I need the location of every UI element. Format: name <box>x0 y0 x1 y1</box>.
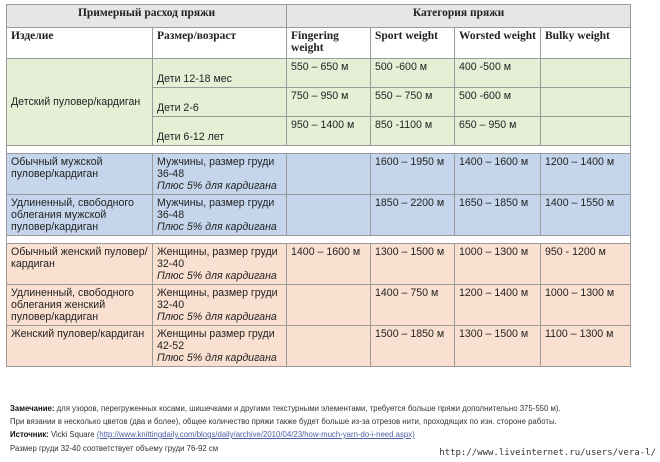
col-header-size: Размер/возраст <box>153 28 287 59</box>
bulky-cell: 1200 – 1400 м <box>541 154 631 195</box>
table-row <box>7 154 631 195</box>
fingering-cell: 750 – 950 м <box>287 88 371 117</box>
col-header-sport: Sport weight <box>371 28 455 59</box>
item-cell: Обычный женский пуловер/кардиган <box>7 244 153 285</box>
bulky-cell: 950 - 1200 м <box>541 244 631 285</box>
fingering-cell <box>287 326 371 367</box>
bulky-cell: 1000 – 1300 м <box>541 285 631 326</box>
worsted-cell: 500 -600 м <box>455 88 541 117</box>
remark-line-2: При вязании в несколько цветов (два и более), общее количество пряжи также будет больше из-за отрезов нити, проходящих по изн. стороне работы. <box>10 417 557 426</box>
item-cell: Удлиненный, свободного облегания женский пуловер/кардиган <box>7 285 153 326</box>
cardigan-note: Плюс 5% для кардигана <box>157 180 277 192</box>
size-note: Размер груди 32-40 соответствует объему груди 76-92 см <box>10 444 219 453</box>
bulky-cell <box>541 88 631 117</box>
fingering-cell: 550 – 650 м <box>287 59 371 88</box>
size-text: Мужчины, размер груди 36-48 <box>157 156 275 180</box>
worsted-cell: 1300 – 1500 м <box>455 326 541 367</box>
size-text: Женщины, размер груди 32-40 <box>157 287 278 311</box>
fingering-cell <box>287 154 371 195</box>
size-cell <box>153 285 287 326</box>
size-cell <box>153 154 287 195</box>
sport-cell: 850 -1100 м <box>371 117 455 146</box>
group-separator <box>7 146 631 154</box>
cardigan-note: Плюс 5% для кардигана <box>157 352 277 364</box>
table-row <box>7 326 631 367</box>
source-name: Vicki Square <box>50 430 95 439</box>
item-cell: Детский пуловер/кардиган <box>7 59 153 146</box>
source-label: Источник: <box>10 430 49 439</box>
cardigan-note: Плюс 5% для кардигана <box>157 270 277 282</box>
fingering-cell: 1400 – 1600 м <box>287 244 371 285</box>
sport-cell: 1850 – 2200 м <box>371 195 455 236</box>
cardigan-note: Плюс 5% для кардигана <box>157 311 277 323</box>
sport-cell: 1500 – 1850 м <box>371 326 455 367</box>
sport-cell: 550 – 750 м <box>371 88 455 117</box>
bulky-cell: 1100 – 1300 м <box>541 326 631 367</box>
fingering-cell <box>287 285 371 326</box>
sport-cell: 1600 – 1950 м <box>371 154 455 195</box>
sport-cell: 1400 – 750 м <box>371 285 455 326</box>
size-cell <box>153 195 287 236</box>
group-separator <box>7 236 631 244</box>
worsted-cell: 1400 – 1600 м <box>455 154 541 195</box>
bulky-cell: 1400 – 1550 м <box>541 195 631 236</box>
size-text: Женщины, размер груди 32-40 <box>157 246 278 270</box>
sport-cell: 500 -600 м <box>371 59 455 88</box>
col-header-bulky: Bulky weight <box>541 28 631 59</box>
item-cell: Удлиненный, свободного облегания мужской пуловер/кардиган <box>7 195 153 236</box>
worsted-cell: 400 -500 м <box>455 59 541 88</box>
worsted-cell: 1200 – 1400 м <box>455 285 541 326</box>
worsted-cell: 650 – 950 м <box>455 117 541 146</box>
col-header-item: Изделие <box>7 28 153 59</box>
fingering-cell: 950 – 1400 м <box>287 117 371 146</box>
bulky-cell <box>541 59 631 88</box>
size-text: Женщины размер груди 42-52 <box>157 328 275 352</box>
table-row <box>7 195 631 236</box>
size-cell <box>153 326 287 367</box>
size-cell: Дети 6-12 лет <box>153 117 287 146</box>
worsted-cell: 1650 – 1850 м <box>455 195 541 236</box>
remark-line <box>10 404 561 413</box>
header-columns-row <box>7 28 631 59</box>
cardigan-note: Плюс 5% для кардигана <box>157 221 277 233</box>
source-line <box>10 430 415 439</box>
header-yarn-category: Категория пряжи <box>287 5 631 28</box>
header-yarn-consumption: Примерный расход пряжи <box>7 5 287 28</box>
bulky-cell <box>541 117 631 146</box>
fingering-cell <box>287 195 371 236</box>
watermark-url: http://www.liveinternet.ru/users/vera-l/ <box>439 448 656 458</box>
table-row <box>7 59 631 88</box>
remark-label: Замечание: <box>10 404 55 413</box>
size-cell: Дети 12-18 мес <box>153 59 287 88</box>
remark-text: для узоров, перегруженных косами, шишечками и другими текстурными элементами, требуется больше пряжи дополнительно 375-550 м). <box>56 404 561 413</box>
col-header-worsted: Worsted weight <box>455 28 541 59</box>
size-text: Мужчины, размер груди 36-48 <box>157 197 275 221</box>
size-cell: Дети 2-6 <box>153 88 287 117</box>
table-row <box>7 285 631 326</box>
source-link[interactable]: (http://www.knittingdaily.com/blogs/daily/archive/2010/04/23/how-much-yarn-do-i-need.aspx) <box>96 430 415 439</box>
col-header-fingering: Fingering weight <box>287 28 371 59</box>
header-group-row <box>7 5 631 28</box>
sport-cell: 1300 – 1500 м <box>371 244 455 285</box>
worsted-cell: 1000 – 1300 м <box>455 244 541 285</box>
size-cell <box>153 244 287 285</box>
item-cell: Женский пуловер/кардиган <box>7 326 153 367</box>
table-row <box>7 244 631 285</box>
item-cell: Обычный мужской пуловер/кардиган <box>7 154 153 195</box>
yarn-table <box>6 4 631 367</box>
